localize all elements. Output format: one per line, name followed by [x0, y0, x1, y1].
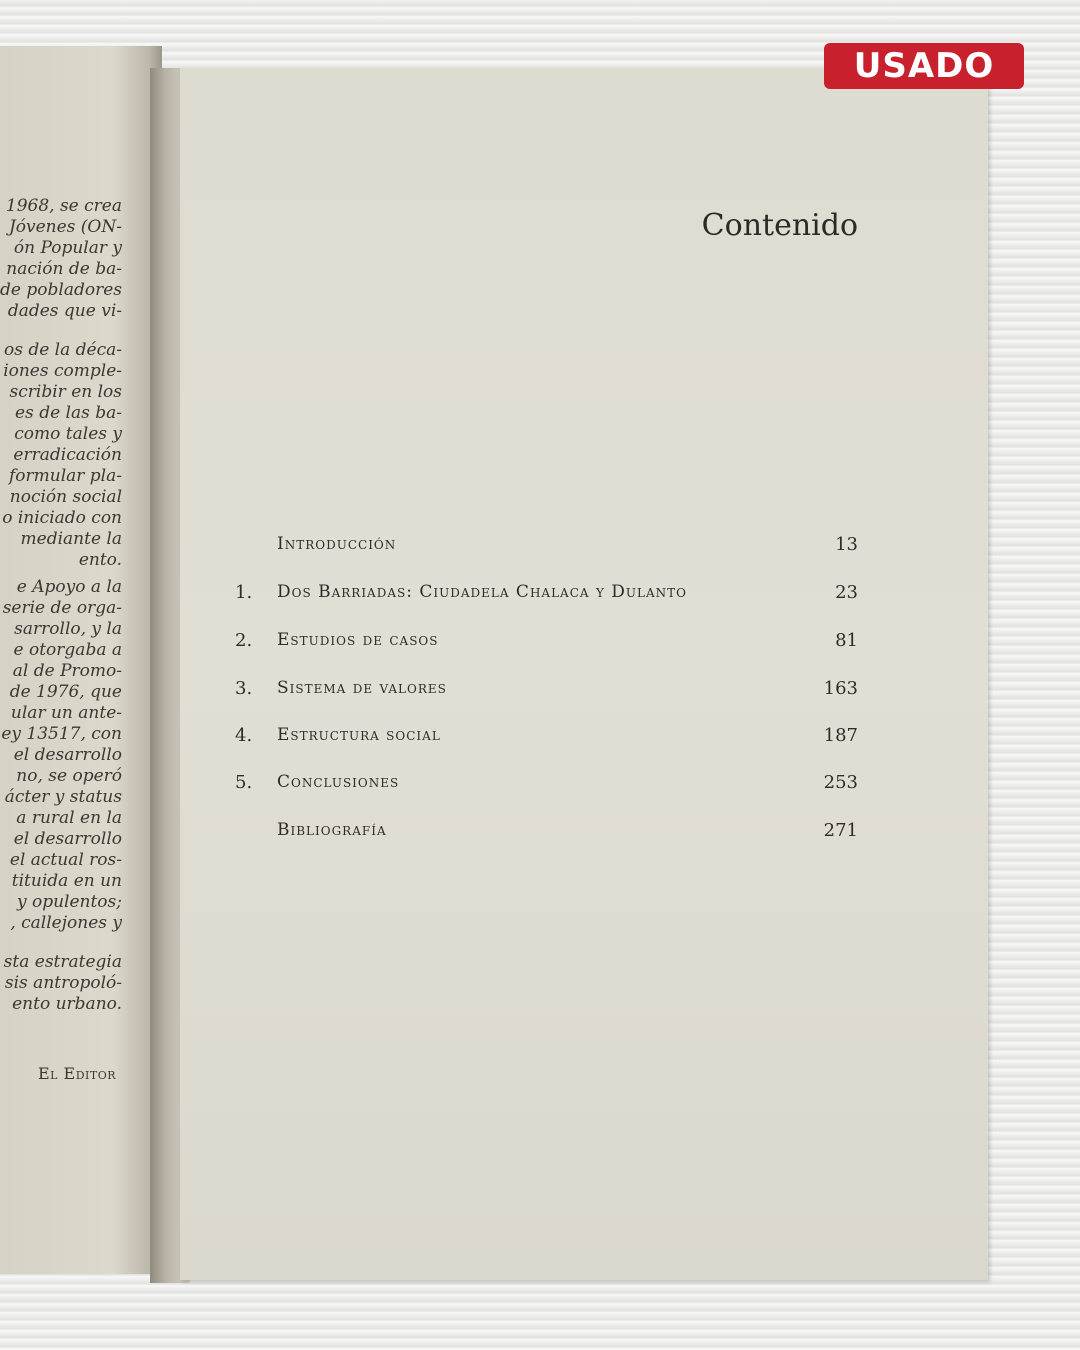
left-page-line: no, se operó: [16, 766, 122, 786]
left-page-line: de 1976, que: [9, 682, 122, 702]
used-condition-badge: USADO: [824, 43, 1024, 89]
toc-page: 23: [835, 582, 858, 603]
toc-page: 271: [823, 820, 858, 841]
toc-row: [180, 820, 988, 850]
toc-row: [180, 772, 988, 802]
left-page-line: ácter y status: [4, 787, 122, 807]
toc-number: 5.: [235, 772, 253, 793]
left-page-line: e Apoyo a la: [16, 577, 122, 597]
toc-page: 187: [823, 725, 858, 746]
left-page-line: sta estrategia: [3, 952, 122, 972]
left-page-line: formular pla-: [8, 466, 122, 486]
left-page-line: , callejones y: [10, 913, 122, 933]
left-page-line: scribir en los: [9, 382, 122, 402]
left-page-line: tituida en un: [11, 871, 122, 891]
toc-number: 1.: [235, 582, 253, 603]
toc-title: Sistema de valores: [277, 678, 447, 698]
toc-title: Dos Barriadas: Ciudadela Chalaca y Dulanto: [277, 582, 688, 602]
left-page-line: el desarrollo: [13, 829, 122, 849]
toc-title: Conclusiones: [277, 772, 400, 792]
left-page-line: o iniciado con: [2, 508, 122, 528]
left-page: [0, 46, 162, 1274]
toc-row: [180, 534, 988, 564]
left-page-line: es de las ba-: [15, 403, 122, 423]
toc-row: [180, 725, 988, 755]
editor-signature: El Editor: [37, 1064, 116, 1083]
toc-page: 13: [835, 534, 858, 555]
left-page-line: ey 13517, con: [1, 724, 122, 744]
toc-title: Introducción: [277, 534, 397, 554]
left-page-line: ento urbano.: [12, 994, 122, 1014]
toc-number: 3.: [235, 678, 253, 699]
left-page-line: iones comple-: [3, 361, 122, 381]
left-page-line: ento.: [78, 550, 122, 570]
toc-page: 253: [823, 772, 858, 793]
toc-title: Estructura social: [277, 725, 441, 745]
left-page-line: a rural en la: [16, 808, 122, 828]
left-page-line: erradicación: [13, 445, 122, 465]
toc-page: 81: [835, 630, 858, 651]
left-page-line: y opulentos;: [16, 892, 122, 912]
left-page-line: e otorgaba a: [13, 640, 122, 660]
left-page-line: noción social: [9, 487, 122, 507]
left-page-text: [0, 196, 122, 1015]
left-page-line: el actual ros-: [9, 850, 122, 870]
toc-title: Estudios de casos: [277, 630, 439, 650]
left-page-line: de pobladores: [0, 280, 122, 300]
toc-page: 163: [823, 678, 858, 699]
left-page-line: sis antropoló-: [4, 973, 122, 993]
left-page-line: os de la déca-: [3, 340, 122, 360]
left-page-line: el desarrollo: [13, 745, 122, 765]
toc-row: [180, 582, 988, 612]
right-page: [180, 68, 988, 1280]
toc-number: 4.: [235, 725, 253, 746]
left-page-line: dades que vi-: [7, 301, 122, 321]
open-book: [0, 38, 995, 1288]
left-page-line: ón Popular y: [13, 238, 122, 258]
toc-row: [180, 630, 988, 660]
left-page-line: Jóvenes (ON-: [8, 217, 122, 237]
left-page-line: ular un ante-: [10, 703, 122, 723]
left-page-line: sarrollo, y la: [14, 619, 122, 639]
left-page-line: mediante la: [20, 529, 122, 549]
toc-row: [180, 678, 988, 708]
toc-number: 2.: [235, 630, 253, 651]
left-page-line: como tales y: [14, 424, 122, 444]
left-page-line: 1968, se crea: [5, 196, 122, 216]
left-page-line: nación de ba-: [6, 259, 122, 279]
left-page-line: serie de orga-: [2, 598, 122, 618]
toc-title: Bibliografía: [277, 820, 387, 840]
left-page-line: al de Promo-: [12, 661, 122, 681]
page-title: Contenido: [701, 208, 858, 243]
